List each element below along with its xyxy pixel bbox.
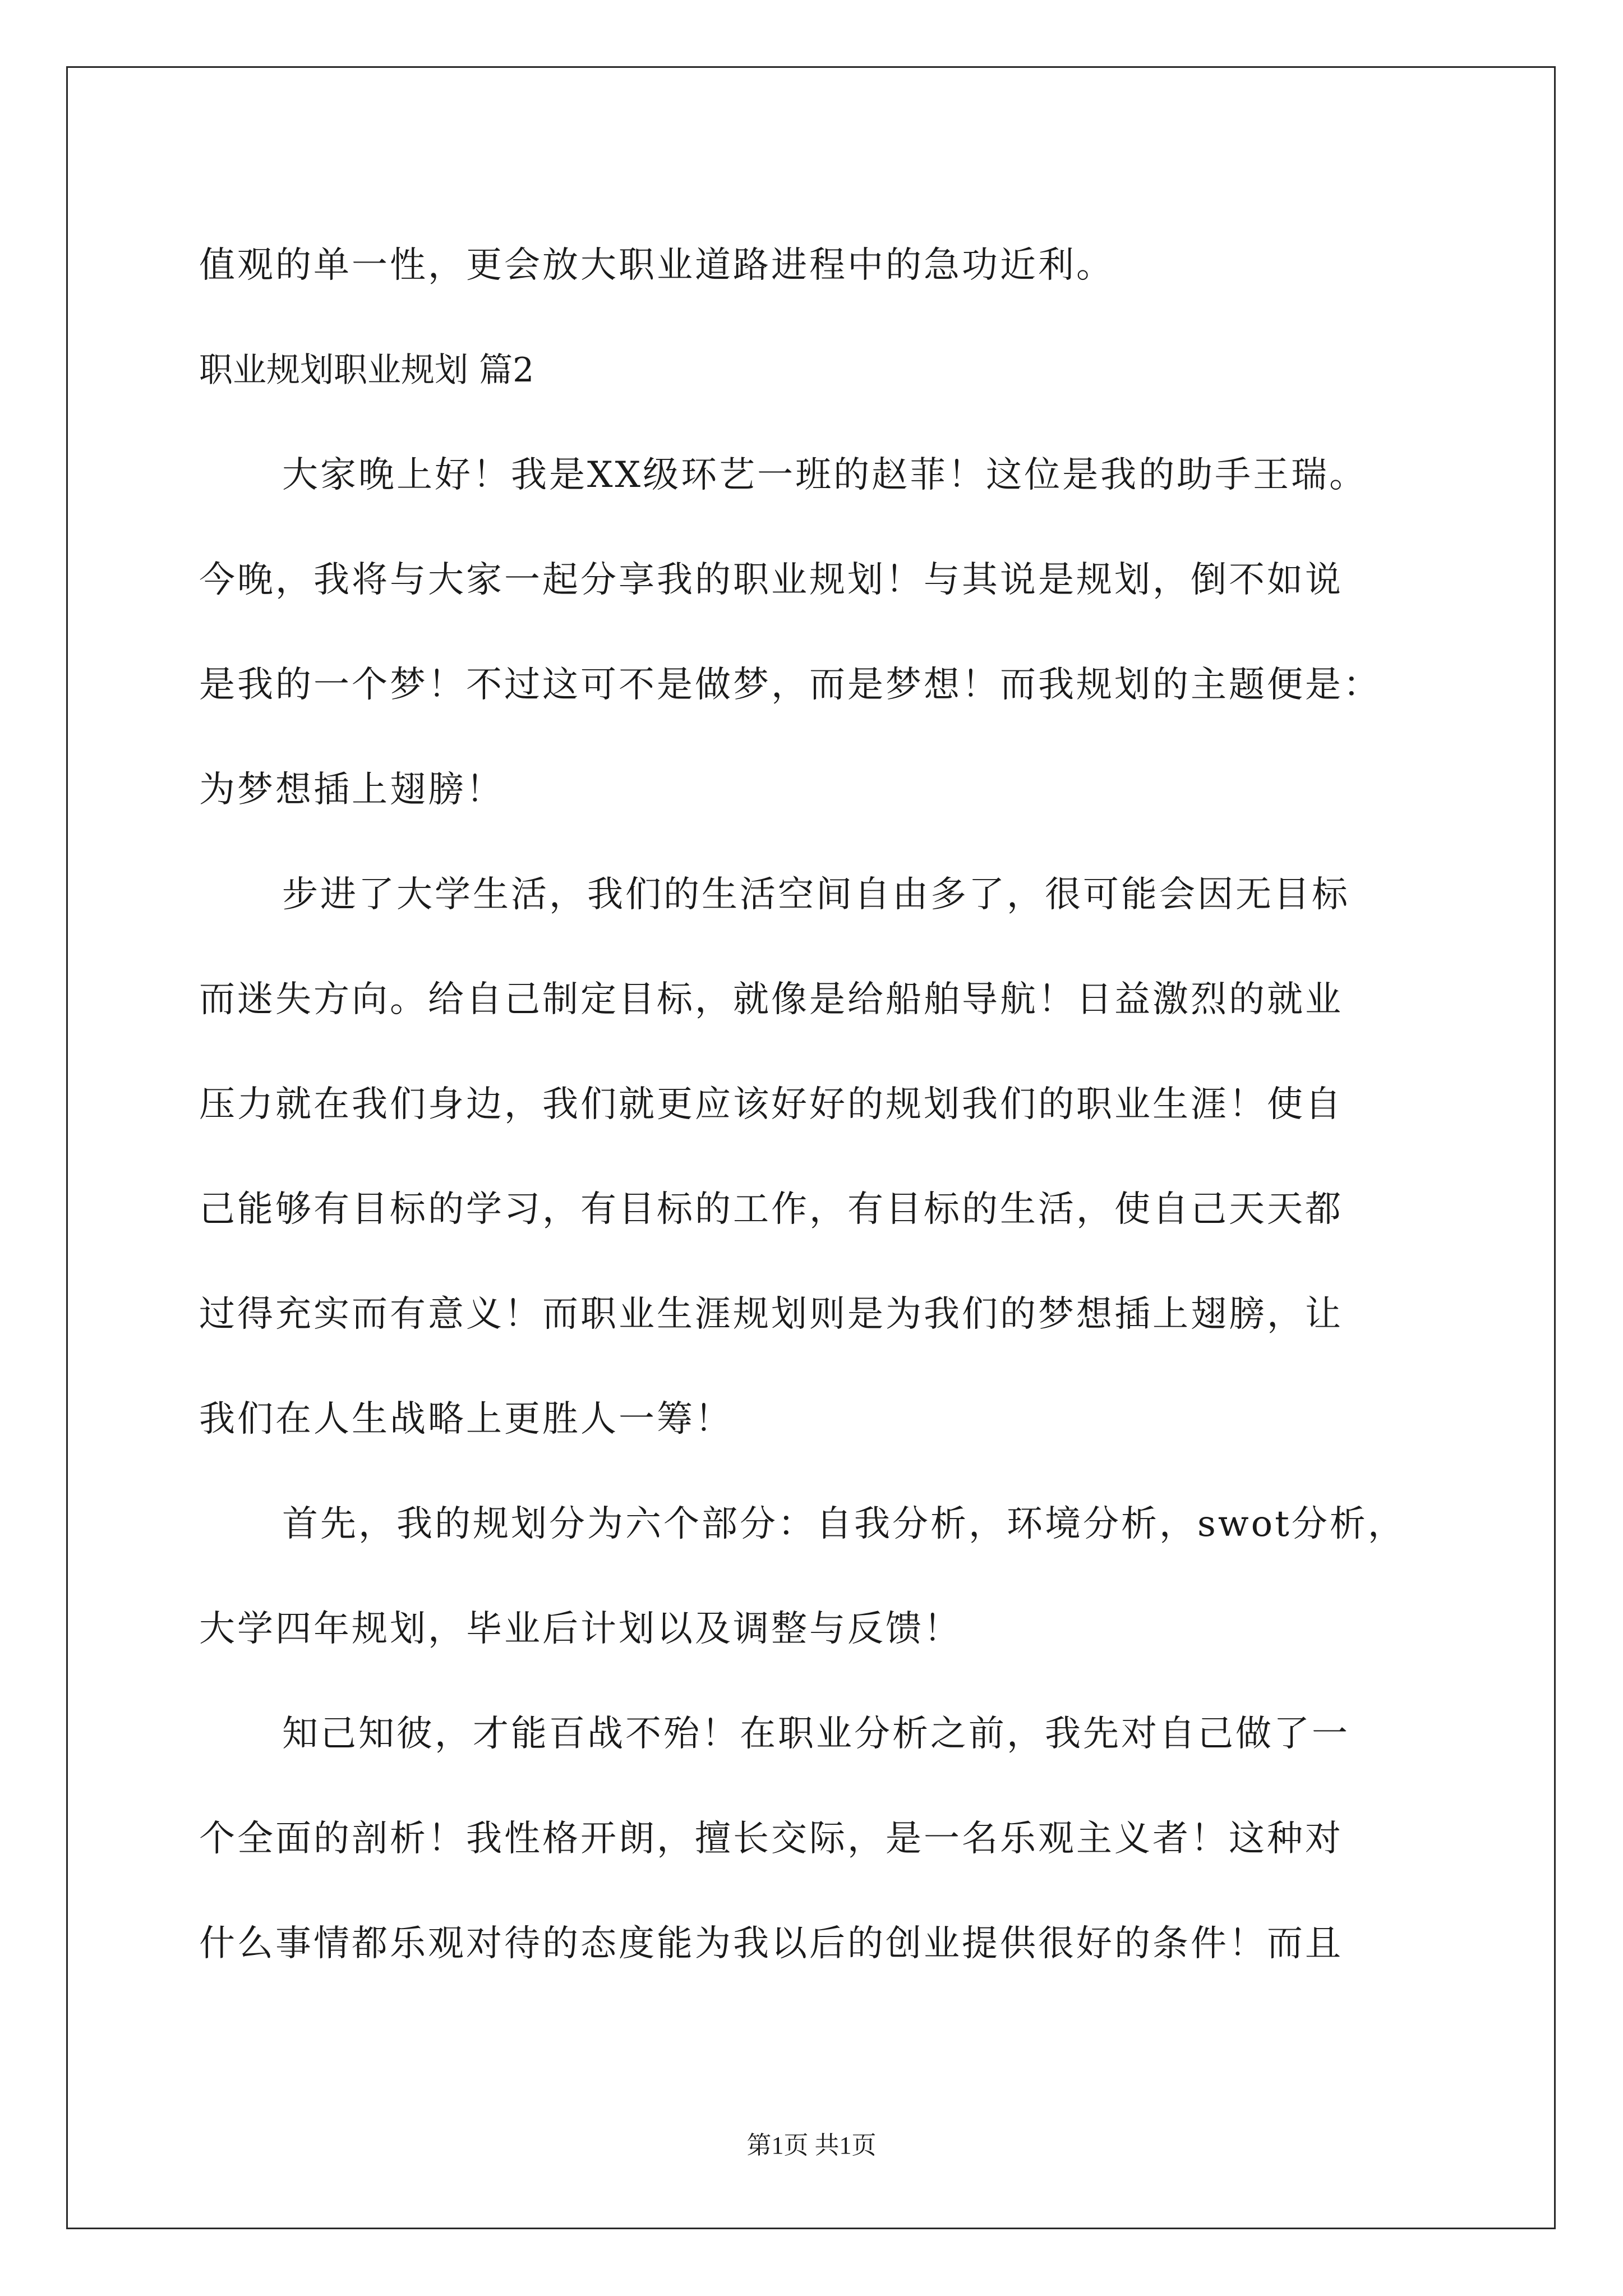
text-line: 个全面的剖析！我性格开朗，擅长交际，是一名乐观主义者！这种对 [199, 1818, 1343, 1860]
text-line: 己能够有目标的学习，有目标的工作，有目标的生活，使自己天天都 [199, 1189, 1343, 1230]
text-line: 过得充实而有意义！而职业生涯规划则是为我们的梦想插上翅膀，让 [199, 1294, 1343, 1335]
section-heading: 职业规划职业规划 篇2 [199, 351, 534, 390]
text-line: 知己知彼，才能百战不殆！在职业分析之前，我先对自己做了一 [282, 1713, 1350, 1755]
document-body [199, 213, 1441, 1996]
text-line: 大学四年规划，毕业后计划以及调整与反馈！ [199, 1608, 962, 1650]
page-number-footer: 第1页 共1页 [746, 2132, 877, 2159]
text-line: 我们在人生战略上更胜人一筹！ [199, 1398, 733, 1440]
text-line: 大家晚上好！我是XX级环艺一班的赵菲！这位是我的助手王瑞。 [282, 454, 1368, 496]
text-line: 今晚，我将与大家一起分享我的职业规划！与其说是规划，倒不如说 [199, 559, 1343, 601]
text-line: 为梦想插上翅膀！ [199, 769, 504, 811]
text-line: 值观的单一性，更会放大职业道路进程中的急功近利。 [199, 245, 1114, 286]
text-line: 是我的一个梦！不过这可不是做梦，而是梦想！而我规划的主题便是： [199, 664, 1381, 706]
text-line: 而迷失方向。给自己制定目标，就像是给船舶导航！日益激烈的就业 [199, 979, 1343, 1020]
text-line: 压力就在我们身边，我们就更应该好好的规划我们的职业生涯！使自 [199, 1084, 1343, 1125]
text-line: 什么事情都乐观对待的态度能为我以后的创业提供很好的条件！而且 [199, 1923, 1343, 1964]
text-line: 首先，我的规划分为六个部分：自我分析，环境分析，swot分析， [282, 1503, 1406, 1545]
text-line: 步进了大学生活，我们的生活空间自由多了，很可能会因无目标 [282, 874, 1350, 915]
